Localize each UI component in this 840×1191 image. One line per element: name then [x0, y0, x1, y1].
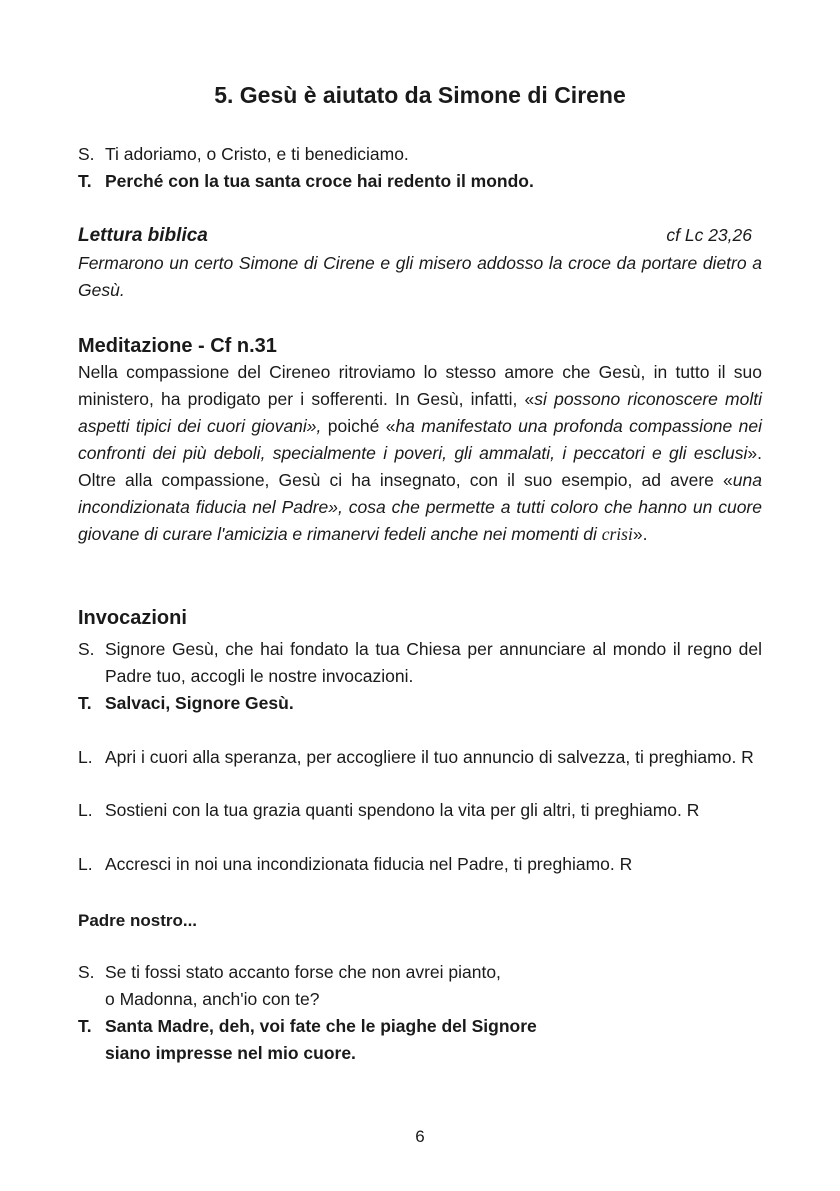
versicle-text: Ti adoriamo, o Cristo, e ti benediciamo. — [105, 144, 409, 164]
reading-text: Fermarono un certo Simone di Cirene e gli misero addosso la croce da portare dietro a Gesù. — [78, 253, 762, 300]
closing-response — [78, 1013, 762, 1067]
response-text — [105, 1013, 762, 1067]
reading-reference: cf Lc 23,26 — [666, 225, 752, 245]
meditation-quote: ha manifestato una profonda compassione nei confronti dei più deboli, specialmente i poveri, gli ammalati, i peccatori e gli esclusi — [78, 416, 762, 463]
meditation-text-part: Nella compassione del Cireneo ritroviamo lo stesso amore che Gesù, in tutto il suo ministero, ha prodigato per i sofferenti. In Gesù, infatti, « — [78, 362, 762, 409]
meditation-text-part: ». Oltre alla compassione, Gesù ci ha insegnato, con il suo esempio, ad avere « — [78, 443, 762, 490]
page-number: 6 — [415, 1127, 425, 1146]
invocation-item — [78, 851, 762, 878]
invocation-text: Sostieni con la tua grazia quanti spendono la vita per gli altri, ti preghiamo. R — [105, 800, 700, 820]
meditation-quote: una incondizionata fiducia nel Padre», cosa che permette a tutti coloro che hanno un cuore giovane di curare l'amicizia e rimanervi fedeli anche nei momenti di — [78, 470, 762, 544]
versicle-text — [105, 959, 762, 1013]
opening-versicle — [78, 141, 762, 168]
versicle-label: S. — [78, 639, 95, 659]
invocation-label: L. — [78, 800, 93, 820]
meditation-quote: si possono riconoscere molti aspetti tipici dei cuori giovani», — [78, 389, 763, 436]
invocation-label: L. — [78, 747, 93, 767]
closing-versicle — [78, 959, 762, 1013]
invocations-response — [78, 690, 762, 717]
meditation-quote: crisi — [601, 524, 633, 544]
meditation-text-part: ». — [632, 524, 648, 544]
invocation-item — [78, 744, 762, 771]
invocation-label: L. — [78, 854, 93, 874]
versicle-text: Signore Gesù, che hai fondato la tua Chiesa per annunciare al mondo il regno del Padre tuo, accogli le nostre invocazioni. — [105, 639, 762, 686]
page-title: 5. Gesù è aiutato da Simone di Cirene — [214, 82, 626, 108]
response-text: Perché con la tua santa croce hai redento il mondo. — [105, 171, 534, 191]
response-label: T. — [78, 1016, 92, 1036]
versicle-label: S. — [78, 962, 95, 982]
versicle-label: S. — [78, 144, 95, 164]
invocations-heading: Invocazioni — [78, 607, 187, 629]
meditation-heading: Meditazione - Cf n.31 — [78, 335, 277, 357]
response-label: T. — [78, 693, 92, 713]
invocation-item — [78, 797, 762, 824]
response-label: T. — [78, 171, 92, 191]
reading-heading: Lettura biblica — [78, 225, 208, 246]
versicle-line: Se ti fossi stato accanto forse che non avrei pianto, — [105, 962, 501, 982]
versicle-line: o Madonna, anch'io con te? — [105, 989, 320, 1009]
invocation-text: Accresci in noi una incondizionata fiducia nel Padre, ti preghiamo. R — [105, 854, 633, 874]
reading-header — [78, 222, 762, 249]
response-text: Salvaci, Signore Gesù. — [105, 693, 294, 713]
meditation-text-part: poiché « — [321, 416, 396, 436]
lords-prayer: Padre nostro... — [78, 911, 198, 930]
opening-response — [78, 168, 762, 195]
invocation-text: Apri i cuori alla speranza, per accogliere il tuo annuncio di salvezza, ti preghiamo. R — [105, 747, 754, 767]
document-page — [78, 0, 762, 1191]
meditation-text — [78, 359, 762, 548]
response-line: siano impresse nel mio cuore. — [105, 1043, 356, 1063]
invocations-versicle — [78, 636, 762, 690]
response-line: Santa Madre, deh, voi fate che le piaghe del Signore — [105, 1016, 537, 1036]
